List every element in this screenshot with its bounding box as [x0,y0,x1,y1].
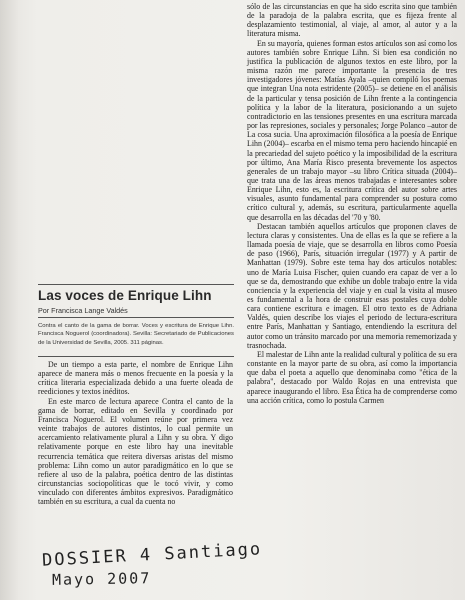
top-rule [38,284,234,285]
handwritten-note-line2: Mayo 2007 [51,569,152,589]
right-column [247,2,457,405]
article-byline: Por Francisca Lange Valdés [38,306,128,315]
page-fold-shadow [0,0,18,600]
body-paragraph: El malestar de Lihn ante la realidad cultural y política de su era constante en la mayor parte de su obra, así como la importancia que daba el poeta a aquello que denominaba como "ética de la palabra", destacado por Waldo Rojas en una entrevista que aparece inaugurando el libro. Esa Ética ha de comprenderse como una acción crítica, como lo postula Carmen [247,349,457,405]
byline-rule [38,317,234,318]
handwritten-note-line1: DOSSIER 4 Santiago [41,539,263,571]
body-paragraph: Destacan también aquellos artículos que proponen claves de lectura claras y consistentes. Una de ellas es la que se refiere a la llamada poesía de viaje, que se desarrolla en libros como Poesía de paso (1966), París, situación irregular (1977) y A partir de Manhattan (1979). Sobre este tema hay dos artículos notables: uno de María Luisa Fischer, quien cuando era capaz de ver a lo que se da, demostrando que exhibe un doble trabajo entre la vida conciencia y la experiencia del viaje y en cual la visita al museo es fundamental a la hora de construir esas postales cuya doble cara contiene escritura e imagen. El otro texto es de Adriana Valdés, quien describe los viajes el periodo de lectura-escritura entre París, Manhattan y Santiago, entendiendo la escritura del autor como un tránsito marcado por una memoria rememorizada y trasnochada. [247,221,457,350]
article-title: Las voces de Enrique Lihn [38,288,212,303]
body-paragraph: De un tiempo a esta parte, el nombre de Enrique Lihn aparece de manera más o menos frecuente en la poesía y la crítica literaria especializada debido a una fuerte oleada de reediciones y textos inéditos. [38,360,233,397]
article-abstract: Contra el canto de la gama de borrar. Voces y escritura de Enrique Lihn. Francisca Noguerol (coordinadora). Sevilla: Secretariado de Publicaciones de la Universidad de Sevilla, 2005. 311 páginas. [38,323,234,346]
abstract-rule [38,356,234,357]
body-paragraph: En su mayoría, quienes forman estos artículos son así como los autores también sobre Enrique Lihn. Si bien esa condición no justifica la publicación de algunos textos en este libro, por la misma razón me parece importante la presencia de tres investigadores jóvenes: Matías Ayala –quien compiló los poemas que integran Una nota estridente (2005)– se detiene en el análisis de la particular y tensa posición de Lihn frente a la contingencia política y la labor de la literatura, posicionando a un sujeto contradictorio en las tensiones presentes en una escritura marcada por las represiones, sociales y personales; Jorge Polanco –autor de La cosa sucia. Una aproximación filosófica a la poesía de Enrique Lihn (2004)– escarba en el mismo tema pero haciendo hincapié en la precariedad del sujeto poético y la imposibilidad de la escritura por último, Ana María Risco presenta brevemente los aspectos generales de un trabajo mayor –su libro Crítica situada (2004)– que trata una de las áreas menos trabajadas e interesantes sobre Enrique Lihn, esto es, la escritura crítica del autor sobre artes visuales, asunto fundamental para comprender su postura como crítico cultural y, además, su escritura, particularmente aquella que desarrolla en las décadas del '70 y '80. [247,38,457,222]
left-column [38,360,233,507]
body-paragraph: En este marco de lectura aparece Contra el canto de la gama de borrar, editado en Sevilla y coordinado por Francisca Noguerol. El volumen reúne por primera vez veinte trabajos de autores distintos, lo cual permite un acercamiento relativamente plural a Lihn y su obra. Y digo relativamente porque en este libro hay una inevitable recurrencia temática que reitera diversas aristas del mismo problema: Lihn como un autor paradigmático en lo que se refiere al uso de la palabra, poética dentro de las distintas circunstancias sociopolíticas que le tocó vivir, y como vinculado con diferentes ámbitos expresivos. Paradigmático también en su escritura, a cual da cuenta no [38,396,233,507]
body-paragraph: sólo de las circunstancias en que ha sido escrita sino que también de la paradoja de la palabra escrita, que es fijeza frente al desplazamiento testimonial, al viaje, al amor, al autor y a la literatura misma. [247,2,457,39]
